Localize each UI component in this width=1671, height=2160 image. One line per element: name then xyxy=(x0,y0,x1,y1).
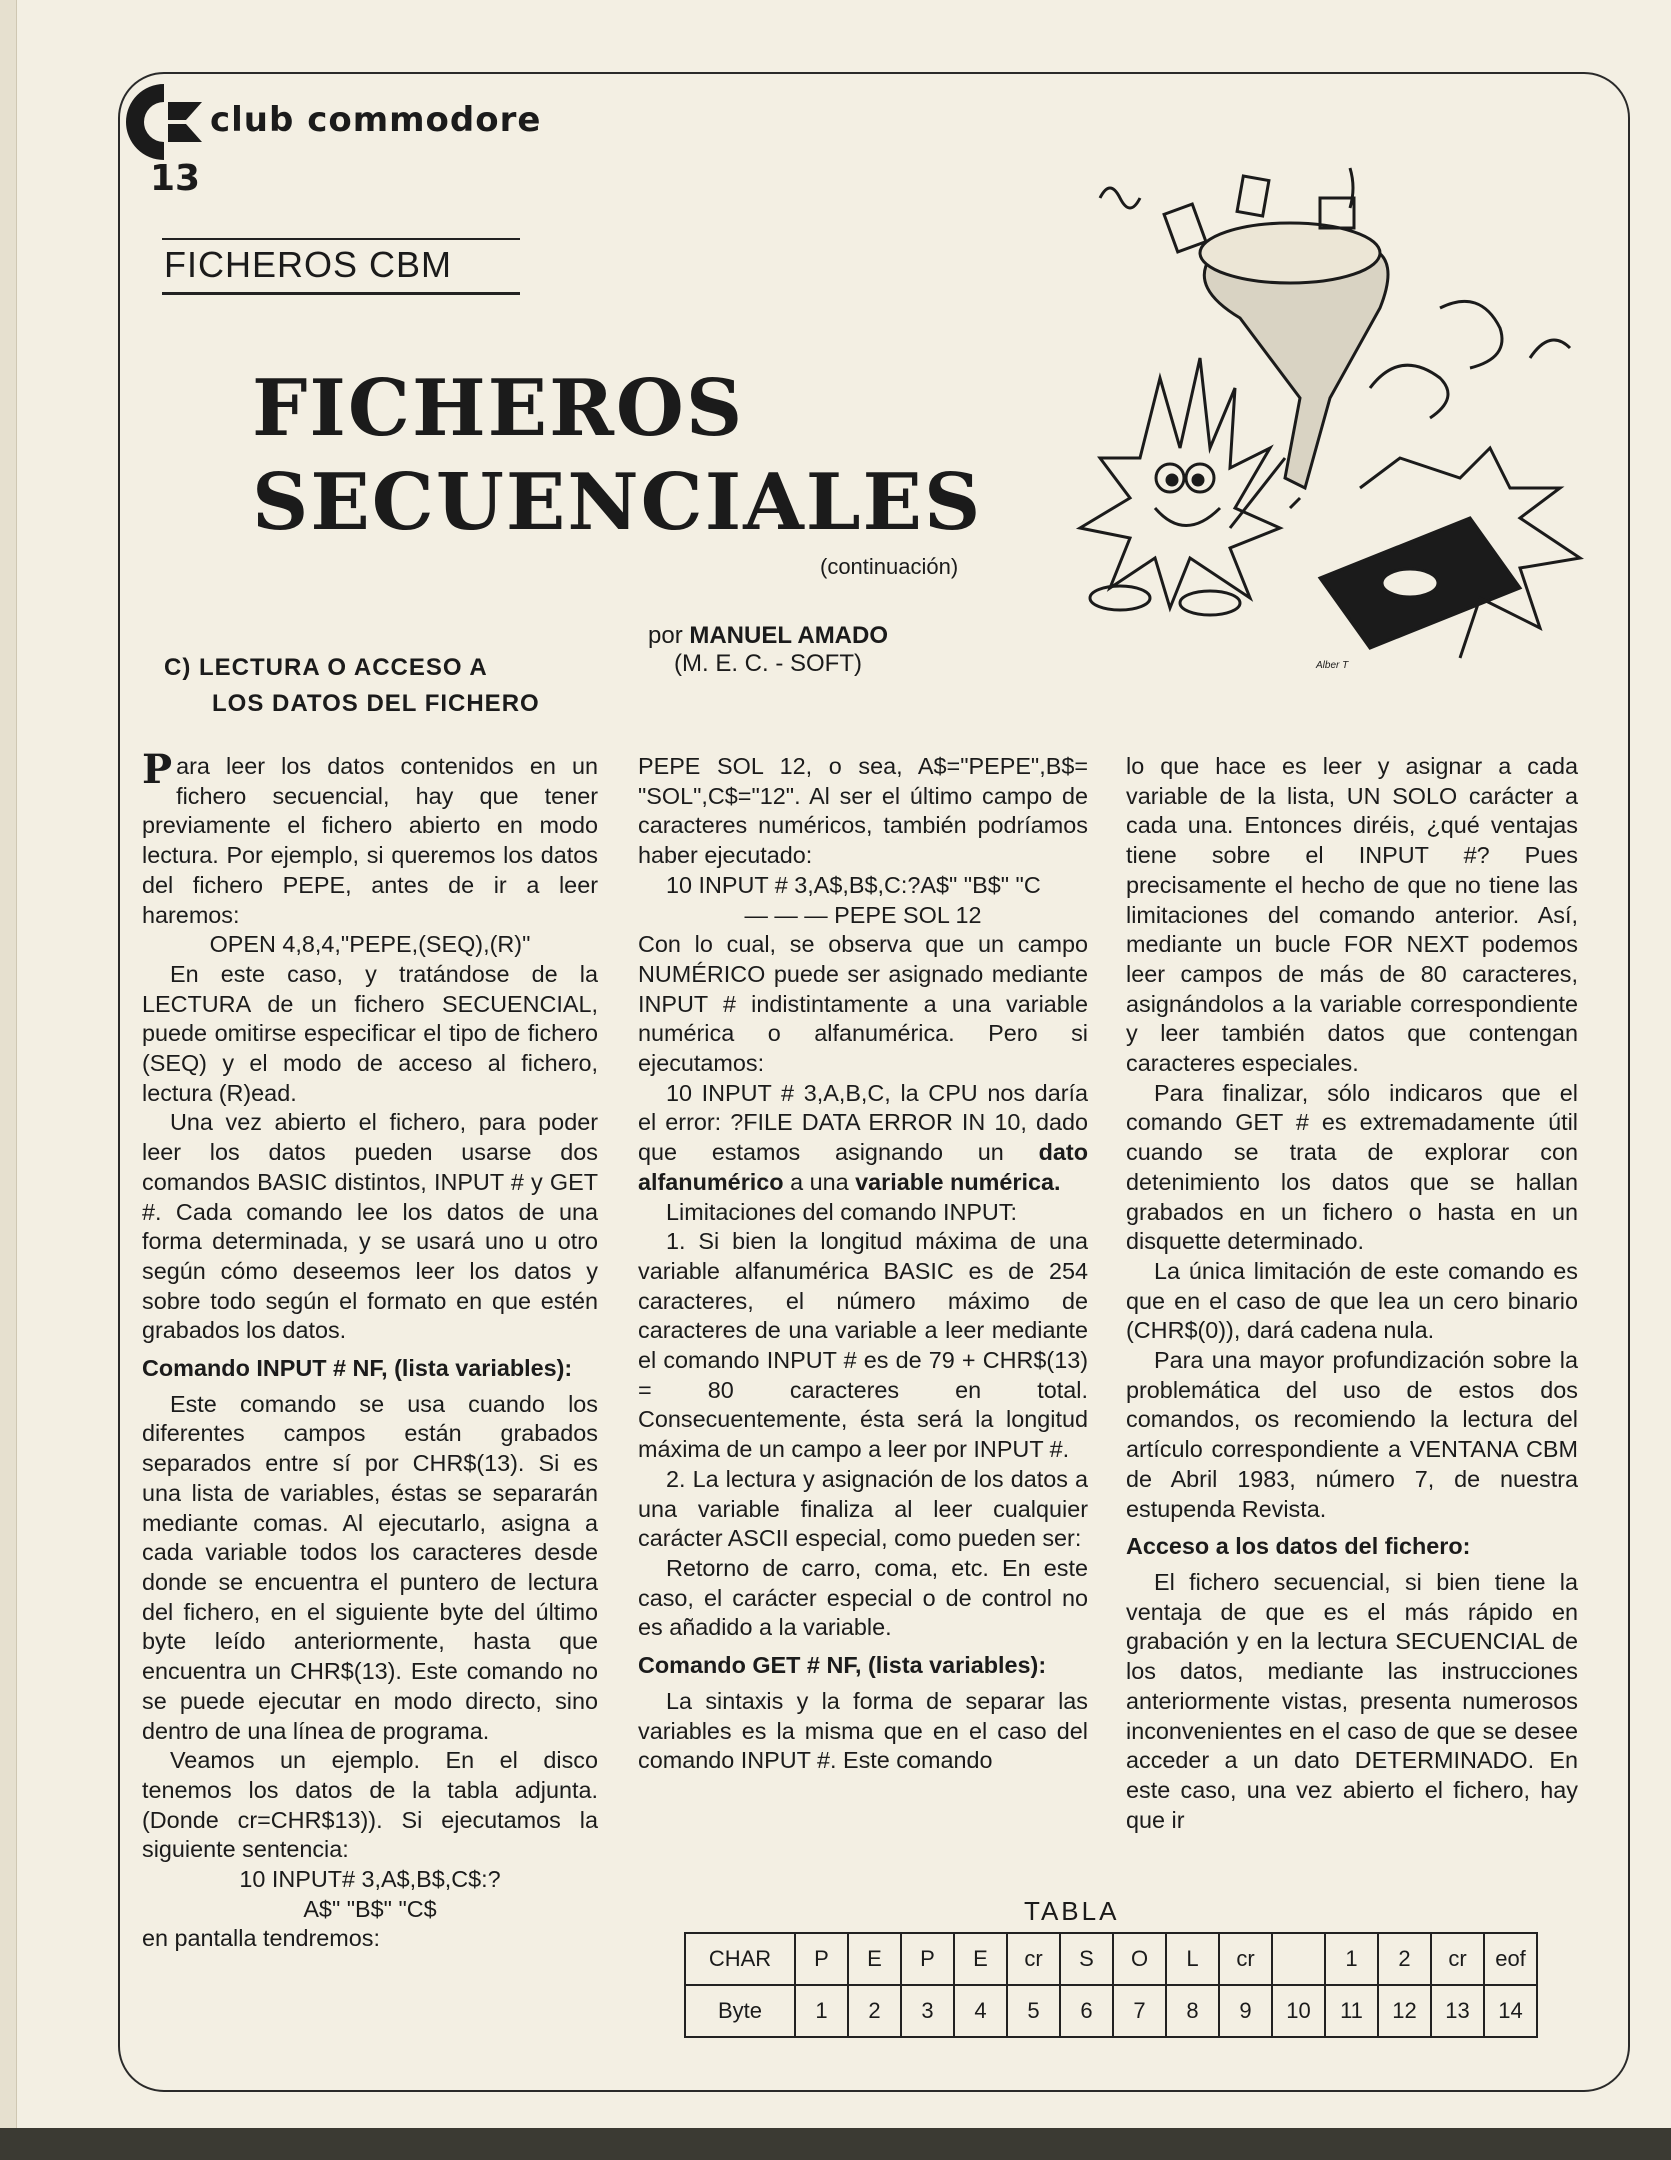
col3-paragraph-5: El fichero secuencial, si bien tiene la ventaja de que es el más rápido en grabación y en la lectura SECUENCIAL de los datos, mediante las instrucciones anteriormente vistas, presenta numerosos inconvenientes en el caso de que se desee acceder a un dato DETERMINADO. En este caso, una vez abierto el fichero, hay que ir xyxy=(1126,1568,1578,1833)
table-header-char: CHAR xyxy=(685,1933,795,1985)
col1-paragraph-2: En este caso, y tratándose de la LECTURA de un fichero SECUENCIAL, puede omitirse especificar el tipo de fichero (SEQ) y el modo de acceso al fichero, lectura (R)ead. xyxy=(142,960,598,1106)
table-cell: P xyxy=(795,1933,848,1985)
table-cell: E xyxy=(954,1933,1007,1985)
author-prefix: por xyxy=(648,622,683,649)
col2-paragraph-2: Con lo cual, se observa que un campo NUMÉRICO puede ser asignado mediante INPUT # indistintamente a una variable numérica o alfanumérica. Pero si ejecutamos: xyxy=(638,931,1088,1077)
column-1 xyxy=(142,746,598,1954)
section-subhead xyxy=(164,650,540,722)
table-header-byte: Byte xyxy=(685,1985,795,2037)
byte-table xyxy=(684,1932,1538,2038)
table-cell xyxy=(1272,1933,1325,1985)
col1-paragraph-5: Veamos un ejemplo. En el disco tenemos los datos de la tabla adjunta. (Donde cr=CHR$13)). Si ejecutamos la siguiente sentencia: xyxy=(142,1747,598,1863)
code-output: — — — PEPE SOL 12 xyxy=(744,901,982,928)
table-cell: 12 xyxy=(1378,1985,1431,2037)
table-title: TABLA xyxy=(1024,1896,1120,1926)
col2-paragraph-8: La sintaxis y la forma de separar las variables es la misma que en el caso del comando INPUT #. Este comando xyxy=(638,1687,1088,1774)
column-3 xyxy=(1126,752,1578,1835)
table-row-byte xyxy=(685,1985,1537,2037)
title-line-1: FICHEROS xyxy=(252,363,745,454)
heading-get-command: Comando GET # NF, (lista variables): xyxy=(638,1652,1047,1679)
code-input-statement: 10 INPUT# 3,A$,B$,C$:? xyxy=(239,1866,501,1893)
subhead-line-2: LOS DATOS DEL FICHERO xyxy=(212,690,540,717)
col2-paragraph-1: PEPE SOL 12, o sea, A$="PEPE",B$= "SOL",C$="12". Al ser el último campo de caracteres numéricos, también podríamos haber ejecutado: xyxy=(638,753,1088,869)
table-cell: 6 xyxy=(1060,1985,1113,2037)
subhead-line-1: C) LECTURA O ACCESO A xyxy=(164,654,488,681)
table-cell: 4 xyxy=(954,1985,1007,2037)
table-cell: 13 xyxy=(1431,1985,1484,2037)
author-block xyxy=(648,622,888,678)
table-cell: cr xyxy=(1219,1933,1272,1985)
table-cell: 5 xyxy=(1007,1985,1060,2037)
table-cell: 10 xyxy=(1272,1985,1325,2037)
table-cell: 2 xyxy=(848,1985,901,2037)
table-cell: 7 xyxy=(1113,1985,1166,2037)
table-cell: E xyxy=(848,1933,901,1985)
col1-paragraph-6: en pantalla tendremos: xyxy=(142,1925,380,1952)
col1-paragraph-3: Una vez abierto el fichero, para poder leer los datos pueden usarse dos comandos BASIC distintos, INPUT # y GET #. Cada comando lee los datos de una forma determinada, y se usará uno u otro según cómo deseemos leer los datos y sobre todo según el formato en que estén grabados los datos. xyxy=(142,1109,598,1344)
author-org: (M. E. C. - SOFT) xyxy=(674,650,862,677)
table-row-char xyxy=(685,1933,1537,1985)
table-cell: 14 xyxy=(1484,1985,1537,2037)
funnel-monster-illustration xyxy=(1040,158,1600,678)
column-2 xyxy=(638,752,1088,1776)
table-cell: 2 xyxy=(1378,1933,1431,1985)
table-cell: S xyxy=(1060,1933,1113,1985)
heading-input-command: Comando INPUT # NF, (lista variables): xyxy=(142,1355,573,1382)
section-label: FICHEROS CBM xyxy=(162,238,520,295)
col2-paragraph-6: 2. La lectura y asignación de los datos a una variable finaliza al leer cualquier carácter ASCII especial, como pueden ser: xyxy=(638,1465,1088,1552)
table-cell: eof xyxy=(1484,1933,1537,1985)
illustrator-signature: Alber T xyxy=(1316,660,1349,671)
col3-paragraph-4: Para una mayor profundización sobre la problemática del uso de estos dos comandos, os recomiendo la lectura del artículo correspondiente a VENTANA CBM de Abril 1983, número 7, de nuestra estupenda Revista. xyxy=(1126,1347,1578,1522)
col3-paragraph-3: La única limitación de este comando es que en el caso de que lea un cero binario (CHR$(0)), dará cadena nula. xyxy=(1126,1257,1578,1344)
page-binding xyxy=(0,0,17,2160)
table-cell: P xyxy=(901,1933,954,1985)
table-cell: 3 xyxy=(901,1985,954,2037)
table-cell: 11 xyxy=(1325,1985,1378,2037)
col2-paragraph-5: 1. Si bien la longitud máxima de una variable alfanumérica BASIC es de 254 caracteres, el número máximo de caracteres de una variable a leer mediante el comando INPUT # es de 79 + CHR$(13) = 80 caracteres en total. Consecuentemente, ésta será la longitud máxima de un campo a leer por INPUT #. xyxy=(638,1228,1088,1463)
code-open-statement: OPEN 4,8,4,"PEPE,(SEQ),(R)" xyxy=(209,931,531,958)
table-cell: cr xyxy=(1431,1933,1484,1985)
table-cell: 9 xyxy=(1219,1985,1272,2037)
col3-paragraph-1: lo que hace es leer y asignar a cada variable de la lista, UN SOLO carácter a cada una. Entonces diréis, ¿qué ventajas tiene sobre el INPUT #? Pues precisamente el hecho de que no tiene las limitaciones del comando anterior. Así, mediante un bucle FOR NEXT podemos leer campos de más de 80 caracteres, asignándolos a la variable correspondiente y leer también datos que contengan caracteres especiales. xyxy=(1126,753,1578,1077)
col1-paragraph-1: Para leer los datos contenidos en un fichero secuencial, hay que tener previamente el fichero abierto en modo lectura. Por ejemplo, si queremos los datos del fichero PEPE, antes de ir a leer haremos: xyxy=(142,746,598,928)
drop-cap: P xyxy=(142,746,173,793)
table-cell: O xyxy=(1113,1933,1166,1985)
col2-paragraph-7: Retorno de carro, coma, etc. En este caso, el carácter especial o de control no es añadido a la variable. xyxy=(638,1554,1088,1641)
article-title xyxy=(252,362,982,550)
code-input-statement-cont: A$" "B$" "C$ xyxy=(303,1895,437,1922)
table-cell: 8 xyxy=(1166,1985,1219,2037)
logo-text: club commodore xyxy=(210,100,542,140)
table-cell: L xyxy=(1166,1933,1219,1985)
bottom-edge xyxy=(0,2128,1671,2160)
col2-paragraph-4: Limitaciones del comando INPUT: xyxy=(666,1198,1018,1225)
table-cell: 1 xyxy=(1325,1933,1378,1985)
col3-paragraph-2: Para finalizar, sólo indicaros que el comando GET # es extremadamente útil cuando se trata de explorar con detenimiento los datos que se hallan grabados en un fichero o hasta en un disquette determinado. xyxy=(1126,1079,1578,1255)
table-cell: cr xyxy=(1007,1933,1060,1985)
continuation-note: (continuación) xyxy=(820,554,959,579)
code-input-numeric: 10 INPUT # 3,A$,B$,C:?A$" "B$" "C xyxy=(666,871,1041,898)
col2-paragraph-3: 10 INPUT # 3,A,B,C, la CPU nos daría el error: ?FILE DATA ERROR IN 10, dado que estamos asignando un dato alfanumérico a una variable numérica. xyxy=(638,1079,1088,1195)
author-name: MANUEL AMADO xyxy=(689,622,889,649)
heading-data-access: Acceso a los datos del fichero: xyxy=(1126,1533,1471,1560)
table-cell: 1 xyxy=(795,1985,848,2037)
title-line-2: SECUENCIALES xyxy=(252,457,983,548)
col1-paragraph-4: Este comando se usa cuando los diferentes campos están grabados separados entre sí por CHR$(13). Si es una lista de variables, éstas se separarán mediante comas. Al ejecutarlo, asigna a cada variable todos los caracteres desde donde se encuentra el puntero de lectura del fichero, en el siguiente byte del último byte leído anteriormente, hasta que encuentra un CHR$(13). Este comando no se puede ejecutar en modo directo, sino dentro de una línea de programa. xyxy=(142,1390,598,1744)
commodore-logo-icon xyxy=(116,72,212,172)
page-number: 13 xyxy=(150,158,201,199)
